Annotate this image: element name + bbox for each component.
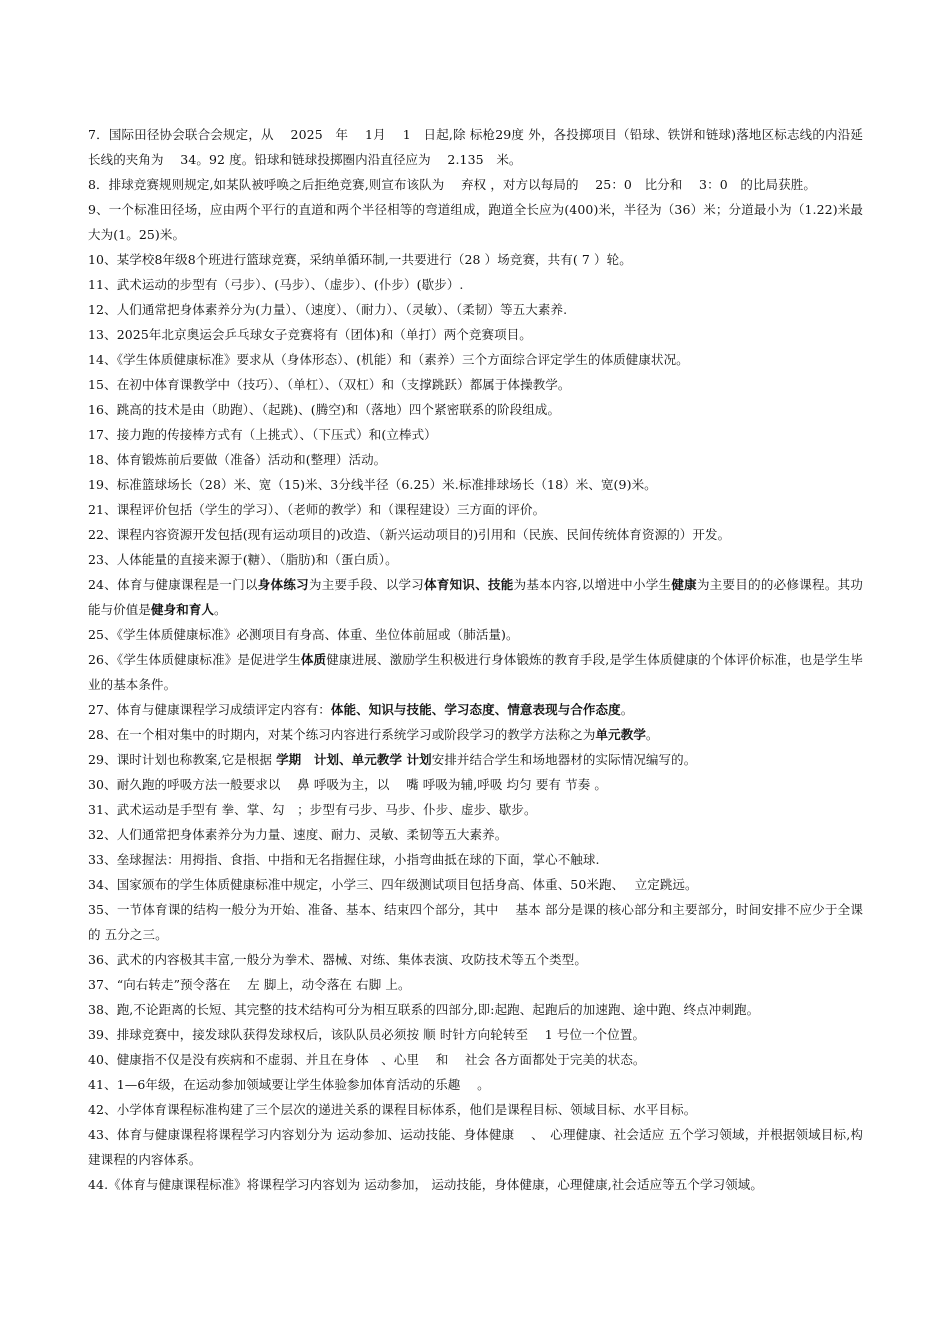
question-item: 24、体育与健康课程是一门以身体练习为主要手段、以学习体育知识、技能为基本内容,以增进中小学生健康为主要目的的必修课程。其功能与价值是健身和育人。 — [88, 577, 864, 617]
question-item: 16、跳高的技术是由（助跑）、（起跳)、(腾空)和（落地）四个紧密联系的阶段组成。 — [88, 402, 561, 417]
question-item: 7．国际田径协会联合会规定，从 2025 年 1月 1 日起,除 标枪29度 外，各投掷项目（铅球、铁饼和链球)落地区标志线的内沿延长线的夹角为 34。92 度。铅球和链球投掷圈内沿直径应为 2.135 米。 — [88, 127, 863, 167]
question-item: 18、体育锻炼前后要做（准备）活动和(整理）活动。 — [88, 452, 387, 467]
question-item: 8．排球竞赛规则规定,如某队被呼唤之后拒绝竞赛,则宣布该队为 弃权 ，对方以每局的 25：0 比分和 3：0 的比局获胜。 — [88, 177, 816, 192]
question-item: 11、武术运动的步型有（弓步）、(马步）、（虚步）、(仆步）(歇步）. — [88, 277, 464, 292]
question-item: 32、人们通常把身体素养分为力量、速度、耐力、灵敏、柔韧等五大素养。 — [88, 827, 508, 842]
question-item: 41、1—6年级，在运动参加领域要让学生体验参加体育活动的乐趣 。 — [88, 1077, 490, 1092]
question-item: 10、某学校8年级8个班进行篮球竞赛，采纳单循环制,一共要进行（28 ）场竞赛，共有( 7 ）轮。 — [88, 252, 632, 267]
question-item: 36、武术的内容极其丰富,一般分为拳术、器械、对练、集体表演、攻防技术等五个类型。 — [88, 952, 587, 967]
question-item: 33、垒球握法：用拇指、食指、中指和无名指握住球，小指弯曲抵在球的下面，掌心不触球. — [88, 852, 600, 867]
question-item: 14、《学生体质健康标准》要求从（身体形态）、(机能）和（素养）三个方面综合评定学生的体质健康状况。 — [88, 352, 689, 367]
question-item: 12、人们通常把身体素养分为(力量）、（速度）、（耐力）、（灵敏）、（柔韧）等五大素养. — [88, 302, 568, 317]
question-item: 25、《学生体质健康标准》必测项目有身高、体重、坐位体前屈或（肺活量)。 — [88, 627, 519, 642]
question-item: 27、体育与健康课程学习成绩评定内容有：体能、知识与技能、学习态度、情意表现与合作态度。 — [88, 702, 634, 717]
question-item: 17、接力跑的传接棒方式有（上挑式）、（下压式）和(立棒式） — [88, 427, 437, 442]
question-item: 19、标准篮球场长（28）米、宽（15)米、3分线半径（6.25）米.标准排球场长（18）米、宽(9)米。 — [88, 477, 657, 492]
document-body — [88, 122, 863, 1197]
question-item: 42、小学体育课程标准构建了三个层次的递进关系的课程目标体系，他们是课程目标、领域目标、水平目标。 — [88, 1102, 697, 1117]
question-item: 39、排球竞赛中，接发球队获得发球权后，该队队员必须按 顺 时针方向轮转至 1 号位一个位置。 — [88, 1027, 646, 1042]
question-item: 28、在一个相对集中的时期内，对某个练习内容进行系统学习或阶段学习的教学方法称之为单元教学。 — [88, 727, 659, 742]
question-item: 23、人体能量的直接来源于(糖）、（脂肪)和（蛋白质）。 — [88, 552, 398, 567]
question-item: 31、武术运动是手型有 拳、掌、勾 ；步型有弓步、马步、仆步、虚步、歇步。 — [88, 802, 537, 817]
question-item: 34、国家颁布的学生体质健康标准中规定，小学三、四年级测试项目包括身高、体重、50米跑、 立定跳远。 — [88, 877, 698, 892]
question-item: 37、“向右转走”预令落在 左 脚上，动令落在 右脚 上。 — [88, 977, 411, 992]
question-item: 22、课程内容资源开发包括(现有运动项目的)改造、（新兴运动项目的)引用和（民族、民间传统体育资源的）开发。 — [88, 527, 731, 542]
question-item: 29、课时计划也称教案,它是根据 学期 计划、单元教学 计划安排并结合学生和场地器材的实际情况编写的。 — [88, 752, 697, 767]
question-item: 15、在初中体育课教学中（技巧）、（单杠）、（双杠）和（支撑跳跃）都属于体操教学。 — [88, 377, 571, 392]
question-item: 38、跑,不论距离的长短、其完整的技术结构可分为相互联系的四部分,即:起跑、起跑后的加速跑、途中跑、终点冲刺跑。 — [88, 1002, 760, 1017]
question-item: 9、一个标准田径场，应由两个平行的直道和两个半径相等的弯道组成，跑道全长应为(400)米，半径为（36）米；分道最小为（1.22)米最大为(1。25)米。 — [88, 202, 863, 242]
question-item: 30、耐久跑的呼吸方法一般要求以 鼻 呼吸为主，以 嘴 呼吸为辅,呼吸 均匀 要有 节奏 。 — [88, 777, 607, 792]
question-item: 26、《学生体质健康标准》是促进学生体质健康进展、激励学生积极进行身体锻炼的教育手段,是学生体质健康的个体评价标准，也是学生毕业的基本条件。 — [88, 652, 863, 692]
question-item: 40、健康指不仅是没有疾病和不虚弱、并且在身体 、心里 和 社会 各方面都处于完美的状态。 — [88, 1052, 646, 1067]
question-item: 44.《体育与健康课程标准》将课程学习内容划为 运动参加， 运动技能，身体健康，心理健康,社会适应等五个学习领域。 — [88, 1177, 764, 1192]
question-item: 35、一节体育课的结构一般分为开始、准备、基本、结束四个部分，其中 基本 部分是课的核心部分和主要部分，时间安排不应少于全课的 五分之三。 — [88, 902, 863, 942]
question-item: 13、2025年北京奥运会乒乓球女子竞赛将有（团体)和（单打）两个竞赛项目。 — [88, 327, 532, 342]
question-item: 43、体育与健康课程将课程学习内容划分为 运动参加、运动技能、身体健康 、 心理健康、社会适应 五个学习领域，并根据领域目标,构建课程的内容体系。 — [88, 1127, 863, 1167]
question-item: 21、课程评价包括（学生的学习）、（老师的教学）和（课程建设）三方面的评价。 — [88, 502, 546, 517]
